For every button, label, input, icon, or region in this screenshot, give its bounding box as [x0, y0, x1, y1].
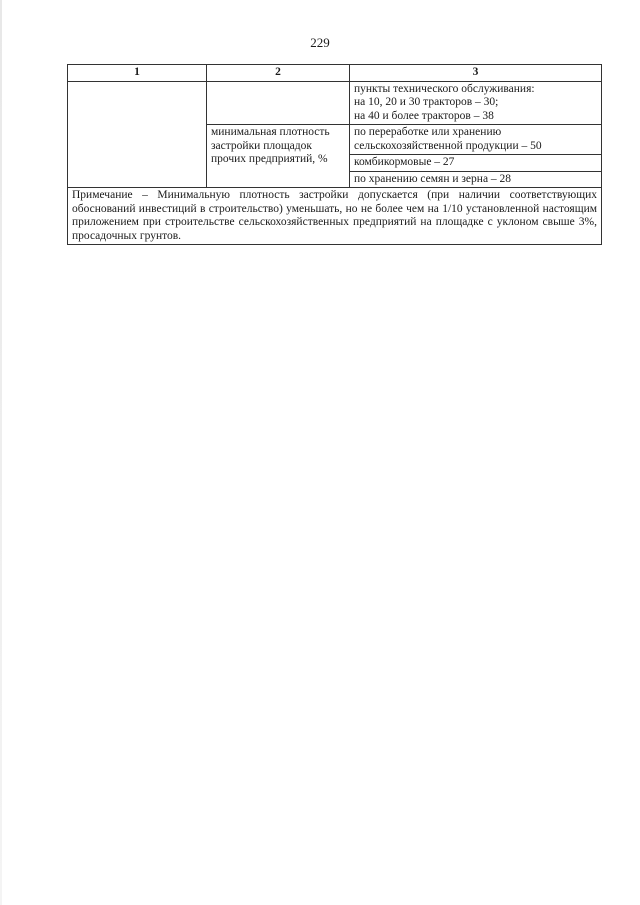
cell-line: пункты технического обслуживания:	[354, 82, 535, 95]
cell-line: по переработке или хранению	[354, 126, 502, 138]
table-note: Примечание – Минимальную плотность застройки допускается (при наличии соответствующих обоснований инвестиций в строительство) уменьшать, но не более чем на 1/10 установленной настоящим приложением при строительстве сельскохозяйственных предприятий на площадке с уклоном свыше 3%, просадочных грунтов.	[68, 188, 602, 245]
cell-line: сельскохозяйственной продукции – 50	[354, 139, 542, 152]
header-col-2: 2	[207, 65, 350, 82]
cell-col1-empty	[68, 81, 207, 188]
table-row	[68, 81, 602, 125]
cell-line: прочих предприятий, %	[211, 153, 328, 165]
cell-line: на 40 и более тракторов – 38	[354, 109, 494, 122]
cell-seed-grain-storage: по хранению семян и зерна – 28	[350, 171, 602, 188]
norms-table	[67, 64, 602, 245]
cell-maintenance-points	[350, 81, 602, 125]
table-note-row	[68, 188, 602, 245]
header-col-1: 1	[68, 65, 207, 82]
cell-line: застройки площадок	[211, 139, 312, 152]
cell-line: минимальная плотность	[211, 126, 330, 138]
cell-line: на 10, 20 и 30 тракторов – 30;	[354, 96, 499, 108]
header-col-3: 3	[350, 65, 602, 82]
cell-min-density	[207, 125, 350, 188]
cell-feed-mills: комбикормовые – 27	[350, 155, 602, 172]
cell-processing-storage	[350, 125, 602, 155]
scan-edge	[0, 0, 2, 905]
table-header-row	[68, 65, 602, 82]
page-number: 229	[310, 35, 330, 50]
cell-col2-empty	[207, 81, 350, 125]
